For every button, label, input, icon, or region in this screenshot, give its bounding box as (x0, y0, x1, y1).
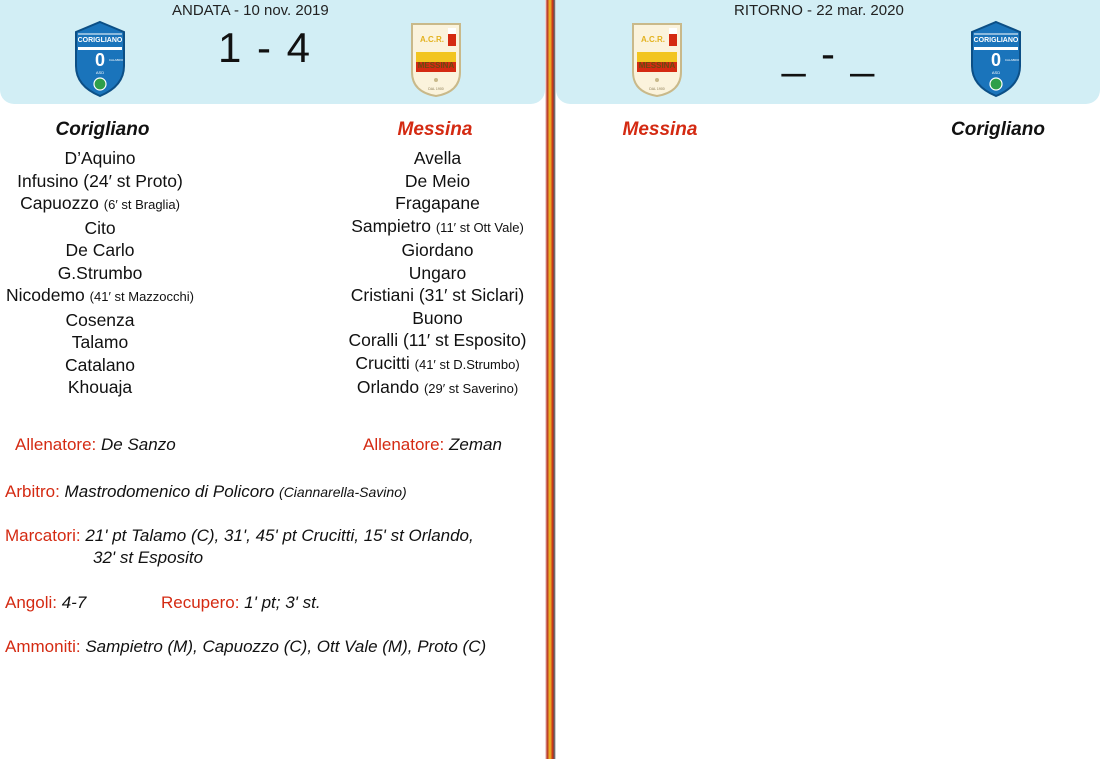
player-name: Infusino (24′ st Proto) (17, 170, 183, 191)
messina-crest-icon (408, 20, 464, 98)
corners-value: 4-7 (61, 593, 87, 612)
corners-label: Angoli: (5, 593, 57, 612)
player-row (330, 147, 545, 170)
player-row (0, 354, 200, 377)
away-coach-label: Allenatore: (363, 435, 445, 454)
svg-text:ASD: ASD (95, 70, 105, 75)
player-row (0, 284, 200, 309)
andata-home-lineup (0, 147, 200, 399)
player-row (330, 307, 545, 330)
away-coach-name: Zeman (449, 435, 502, 454)
player-substitution: (41′ st Mazzocchi) (89, 289, 194, 304)
player-name: Khouaja (67, 377, 133, 397)
ritorno-home-team: Messina (622, 119, 698, 140)
player-row (0, 376, 200, 399)
corigliano-crest-icon (968, 20, 1024, 98)
svg-text:A.C.R.: A.C.R. (641, 35, 665, 44)
scorers-line1: 21' pt Talamo (C), 31', 45' pt Crucitti, 15' st Orlando, (85, 526, 474, 545)
player-name: Cosenza (65, 309, 135, 330)
andata-away-team: Messina (397, 119, 473, 140)
player-row (0, 192, 200, 217)
player-name: De Meio (404, 170, 471, 191)
player-row (330, 170, 545, 193)
referee-label: Arbitro: (5, 482, 60, 501)
svg-text:CORIGLIANO: CORIGLIANO (973, 37, 1019, 44)
player-name: Capuozzo (20, 193, 99, 213)
andata-date: ANDATA - 10 nov. 2019 (172, 2, 329, 19)
player-row (330, 284, 545, 307)
player-name: Coralli (11′ st Esposito) (348, 330, 527, 350)
home-coach (15, 434, 176, 456)
home-coach-name: De Sanzo (101, 435, 176, 454)
divider-stripe (545, 0, 556, 759)
corigliano-crest-icon (72, 20, 128, 98)
referee (5, 481, 407, 503)
player-name: Avella (413, 148, 462, 168)
player-name: D’Aquino (64, 148, 136, 168)
andata-away-lineup (330, 147, 545, 401)
player-row (0, 331, 200, 354)
ritorno-away-team: Corigliano (951, 119, 1045, 140)
svg-text:CALABRO: CALABRO (1004, 58, 1020, 62)
andata-score: 1 - 4 (218, 24, 313, 71)
player-row (330, 376, 545, 401)
player-name: Crucitti (355, 352, 410, 373)
player-row (0, 147, 200, 170)
scorers-label: Marcatori: (5, 526, 81, 545)
ritorno-score: _ - _ (782, 30, 877, 77)
svg-text:CALABRO: CALABRO (108, 58, 124, 62)
andata-header (0, 0, 545, 104)
player-name: Orlando (356, 377, 420, 397)
player-row (330, 329, 545, 352)
player-name: Giordano (401, 240, 474, 260)
player-name: Talamo (71, 332, 129, 352)
recovery-value: 1' pt; 3' st. (244, 593, 321, 612)
ritorno-date: RITORNO - 22 mar. 2020 (734, 2, 904, 19)
player-name: G.Strumbo (57, 262, 143, 283)
svg-text:CORIGLIANO: CORIGLIANO (77, 37, 123, 44)
player-row (330, 262, 545, 285)
player-name: Buono (412, 307, 463, 328)
player-row (0, 239, 200, 262)
svg-text:DAL 1900: DAL 1900 (649, 87, 665, 91)
player-row (0, 309, 200, 332)
svg-text:0: 0 (990, 50, 1002, 70)
ritorno-header (556, 0, 1100, 104)
player-row (0, 170, 200, 193)
away-coach (363, 434, 502, 456)
corners (5, 592, 86, 614)
bookings (5, 636, 545, 658)
player-name: Sampietro (351, 215, 431, 236)
player-substitution: (29′ st Saverino) (423, 381, 519, 396)
player-name: Cito (84, 217, 116, 238)
player-row (330, 215, 545, 240)
player-name: Nicodemo (6, 285, 85, 305)
player-row (330, 192, 545, 215)
player-row (0, 217, 200, 240)
referee-assistants: (Ciannarella-Savino) (279, 484, 407, 500)
messina-crest-icon (629, 20, 685, 98)
player-substitution: (11′ st Ott Vale) (435, 219, 524, 235)
player-substitution: (6′ st Braglia) (103, 197, 180, 212)
player-name: Ungaro (408, 262, 467, 283)
svg-text:DAL 1900: DAL 1900 (428, 87, 444, 91)
player-name: Fragapane (395, 193, 480, 213)
player-row (0, 262, 200, 285)
bookings-value: Sampietro (M), Capuozzo (C), Ott Vale (M), Proto (C) (85, 637, 487, 656)
player-substitution: (41′ st D.Strumbo) (414, 356, 520, 372)
andata-home-team: Corigliano (55, 119, 150, 140)
player-name: Cristiani (31′ st Siclari) (350, 285, 525, 305)
svg-text:A.C.R.: A.C.R. (420, 35, 444, 44)
scorers-continued (93, 547, 203, 569)
referee-name: Mastrodomenico di Policoro (64, 482, 275, 501)
home-coach-label: Allenatore: (15, 435, 97, 454)
bookings-label: Ammoniti: (5, 637, 81, 656)
svg-text:MESSINA: MESSINA (638, 61, 676, 70)
player-row (330, 239, 545, 262)
recovery (161, 592, 321, 614)
scorers-line2: 32' st Esposito (93, 548, 204, 567)
player-name: De Carlo (65, 240, 135, 260)
scorers (5, 525, 540, 547)
player-row (330, 352, 545, 377)
svg-text:MESSINA: MESSINA (417, 61, 455, 70)
recovery-label: Recupero: (161, 593, 240, 612)
svg-text:0: 0 (94, 50, 106, 70)
svg-text:ASD: ASD (991, 70, 1001, 75)
player-name: Catalano (64, 354, 136, 375)
